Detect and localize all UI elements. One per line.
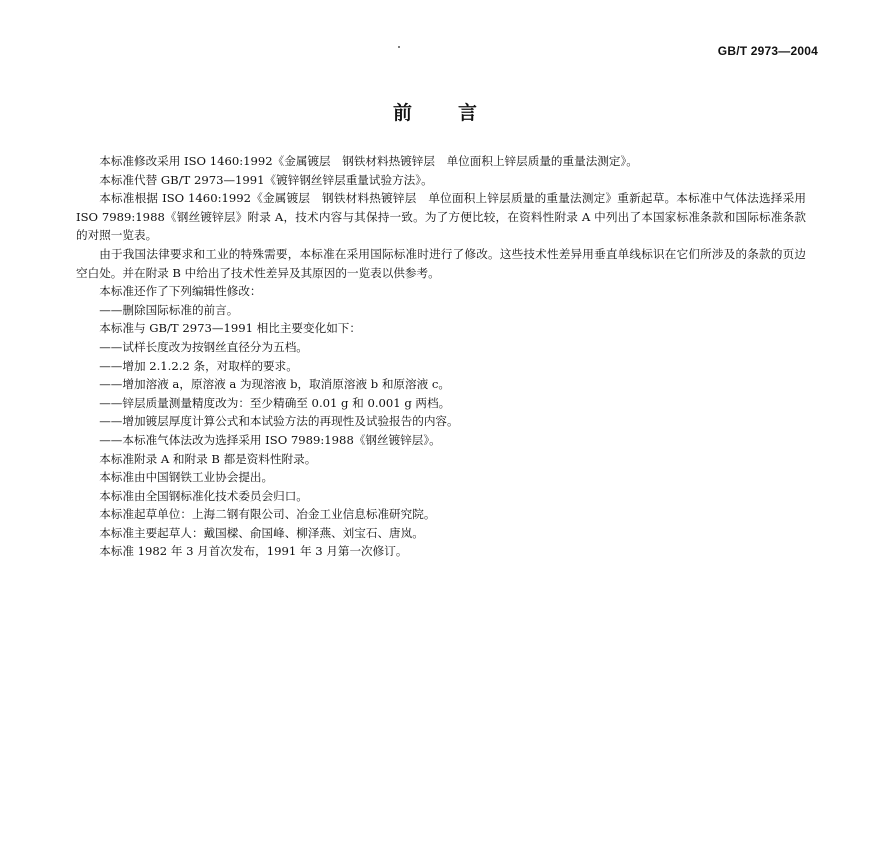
standard-code: GB/T 2973—2004	[717, 44, 818, 58]
paragraph-main-changes: 本标准与 GB/T 2973—1991 相比主要变化如下：	[99, 321, 361, 336]
paragraph-proposed-by: 本标准由中国钢铁工业协会提出。	[99, 470, 274, 485]
paragraph-technical-deviations: 由于我国法律要求和工业的特殊需要，本标准在采用国际标准时进行了修改。这些技术性差异用垂直单线标识在它们所涉及的条款的页边空白处。并在附录 B 中给出了技术性差异及其原因的一览表以供参考。	[76, 246, 806, 280]
foreword-body	[76, 152, 806, 561]
list-item: ——增加溶液 a，原溶液 a 为现溶液 b，取消原溶液 b 和原溶液 c。	[99, 377, 450, 392]
paragraph-history: 本标准 1982 年 3 月首次发布，1991 年 3 月第一次修订。	[99, 544, 408, 559]
paragraph-drafters: 本标准主要起草人：戴国樑、俞国峰、柳泽燕、刘宝石、唐岚。	[99, 525, 424, 540]
list-item: ——增加镀层厚度计算公式和本试验方法的再现性及试验报告的内容。	[99, 414, 459, 429]
page-title: 前言	[392, 102, 523, 124]
paragraph-replaces: 本标准代替 GB/T 2973—1991《镀锌钢丝锌层重量试验方法》。	[99, 172, 433, 187]
list-item: ——本标准气体法改为选择采用 ISO 7989:1988《钢丝镀锌层》。	[99, 432, 441, 447]
paragraph-drafting-basis: 本标准根据 ISO 1460:1992《金属镀层 钢铁材料热镀锌层 单位面积上锌层质量的重量法测定》重新起草。本标准中气体法选择采用 ISO 7989:1988《钢丝镀锌层》附录 A，技术内容与其保持一致。为了方便比较，在资料性附录 A 中列出了本国家标准条款和国际标准条款的对照一览表。	[76, 191, 806, 243]
list-item: ——增加 2.1.2.2 条，对取样的要求。	[99, 358, 298, 373]
paragraph-annexes: 本标准附录 A 和附录 B 都是资料性附录。	[99, 451, 317, 466]
paragraph-drafting-units: 本标准起草单位：上海二钢有限公司、冶金工业信息标准研究院。	[99, 507, 436, 522]
paragraph-administered-by: 本标准由全国钢标准化技术委员会归口。	[99, 488, 308, 503]
list-item: ——删除国际标准的前言。	[99, 302, 239, 317]
scan-speck	[398, 46, 400, 48]
list-item: ——锌层质量测量精度改为：至少精确至 0.01 g 和 0.001 g 两档。	[99, 395, 451, 410]
list-item: ——试样长度改为按钢丝直径分为五档。	[99, 339, 308, 354]
paragraph-editorial-changes: 本标准还作了下列编辑性修改：	[99, 284, 262, 299]
paragraph-adoption: 本标准修改采用 ISO 1460:1992《金属镀层 钢铁材料热镀锌层 单位面积上锌层质量的重量法测定》。	[99, 154, 638, 168]
